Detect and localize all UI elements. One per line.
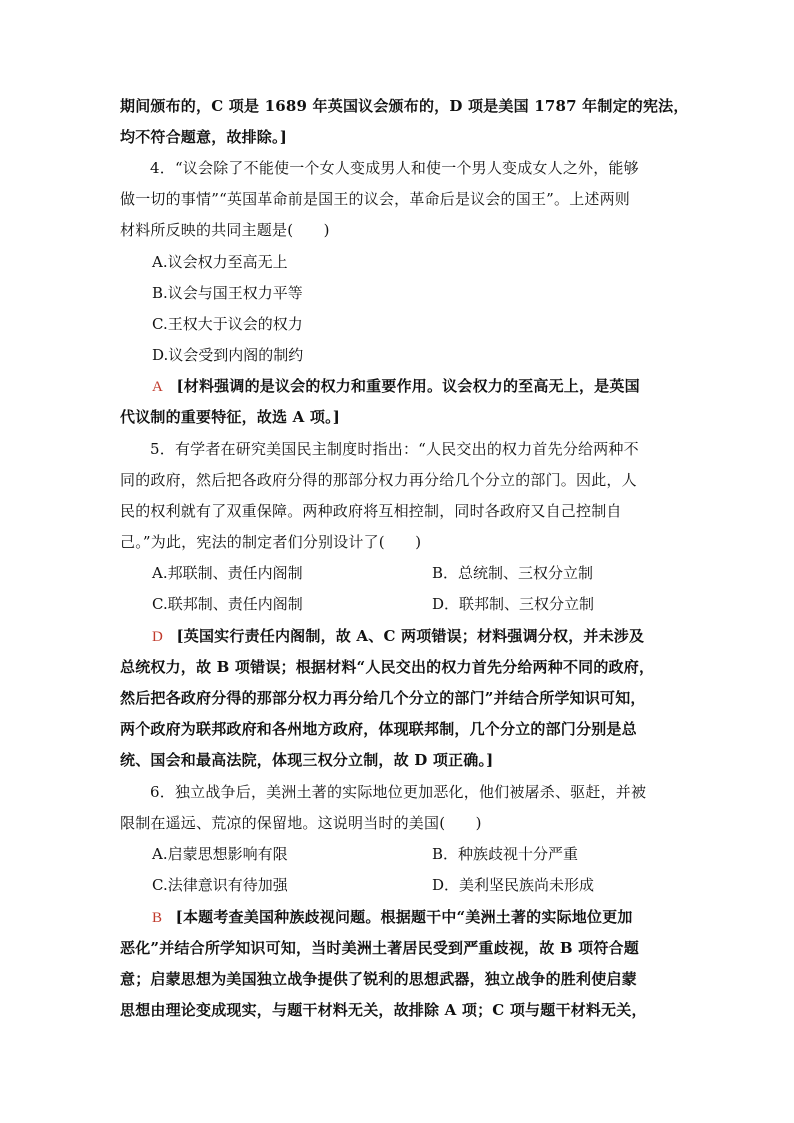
answer-explanation: [本题考查美国种族歧视问题。根据题干中“美洲土著的实际地位更加 — [175, 908, 633, 926]
question-4-option-b: B.议会与国王权力平等 — [152, 284, 303, 302]
question-4-option-d: D.议会受到内阁的制约 — [152, 346, 304, 364]
question-6-option-b: B．种族歧视十分严重 — [432, 845, 579, 863]
answer-explanation: [材料强调的是议会的权力和重要作用。议会权力的至高无上，是英国 — [176, 377, 640, 395]
question-4-stem: 材料所反映的共同主题是( ) — [120, 221, 330, 239]
question-5-answer — [152, 626, 712, 647]
question-5-stem: 己。”为此，宪法的制定者们分别设计了( ) — [120, 533, 422, 551]
answer-text: 期间颁布的，C 项是 1689 年英国议会颁布的，D 项是美国 1787 年制定的宪法， — [120, 97, 689, 115]
question-4-answer — [152, 376, 712, 397]
question-6-stem: 限制在遥远、荒凉的保留地。这说明当时的美国( ) — [120, 814, 482, 832]
answer-explanation: 意；启蒙思想为美国独立战争提供了锐利的思想武器，独立战争的胜利使启蒙 — [120, 970, 637, 988]
question-4-option-a: A.议会权力至高无上 — [152, 253, 288, 271]
answer-text: 均不符合题意，故排除。] — [120, 128, 287, 146]
answer-letter: D — [152, 629, 164, 645]
question-5-stem: 民的权利就有了双重保障。两种政府将互相控制，同时各政府又自己控制自 — [120, 502, 622, 520]
answer-explanation: [英国实行责任内阁制，故 A、C 两项错误；材料强调分权，并未涉及 — [176, 627, 645, 645]
question-5-stem: 5．有学者在研究美国民主制度时指出：“人民交出的权力首先分给两种不 — [150, 440, 639, 458]
question-5-option-d: D．联邦制、三权分立制 — [432, 595, 595, 613]
question-5-option-b: B．总统制、三权分立制 — [432, 564, 594, 582]
answer-letter: A — [152, 379, 164, 395]
question-5-stem: 同的政府，然后把各政府分得的那部分权力再分给几个分立的部门。因此，人 — [120, 471, 637, 489]
answer-explanation: 恶化”并结合所学知识可知，当时美洲土著居民受到严重歧视，故 B 项符合题 — [120, 939, 639, 957]
answer-explanation: 然后把各政府分得的那部分权力再分给几个分立的部门”并结合所学知识可知， — [120, 689, 646, 707]
question-6-option-a: A.启蒙思想影响有限 — [152, 845, 288, 863]
question-4-stem: 做一切的事情”“英国革命前是国王的议会，革命后是议会的国王”。上述两则 — [120, 190, 631, 208]
answer-explanation: 代议制的重要特征，故选 A 项。] — [120, 408, 341, 426]
answer-explanation: 总统权力，故 B 项错误；根据材料“人民交出的权力首先分给两种不同的政府， — [120, 658, 655, 676]
question-4-stem: 4．“议会除了不能使一个女人变成男人和使一个男人变成女人之外，能够 — [150, 159, 639, 177]
answer-letter: B — [152, 910, 163, 926]
question-6-option-d: D．美利坚民族尚未形成 — [432, 876, 595, 894]
question-5-option-a: A.邦联制、责任内阁制 — [152, 564, 303, 582]
question-6-option-c: C.法律意识有待加强 — [152, 876, 288, 894]
answer-explanation: 统、国会和最高法院，体现三权分立制，故 D 项正确。] — [120, 751, 494, 769]
answer-explanation: 思想由理论变成现实，与题干材料无关，故排除 A 项；C 项与题干材料无关， — [120, 1001, 647, 1019]
question-6-stem: 6．独立战争后，美洲土著的实际地位更加恶化，他们被屠杀、驱赶，并被 — [150, 783, 647, 801]
question-5-option-c: C.联邦制、责任内阁制 — [152, 595, 303, 613]
answer-explanation: 两个政府为联邦政府和各州地方政府，体现联邦制，几个分立的部门分别是总 — [120, 720, 637, 738]
question-6-answer — [152, 907, 712, 928]
question-4-option-c: C.王权大于议会的权力 — [152, 315, 303, 333]
